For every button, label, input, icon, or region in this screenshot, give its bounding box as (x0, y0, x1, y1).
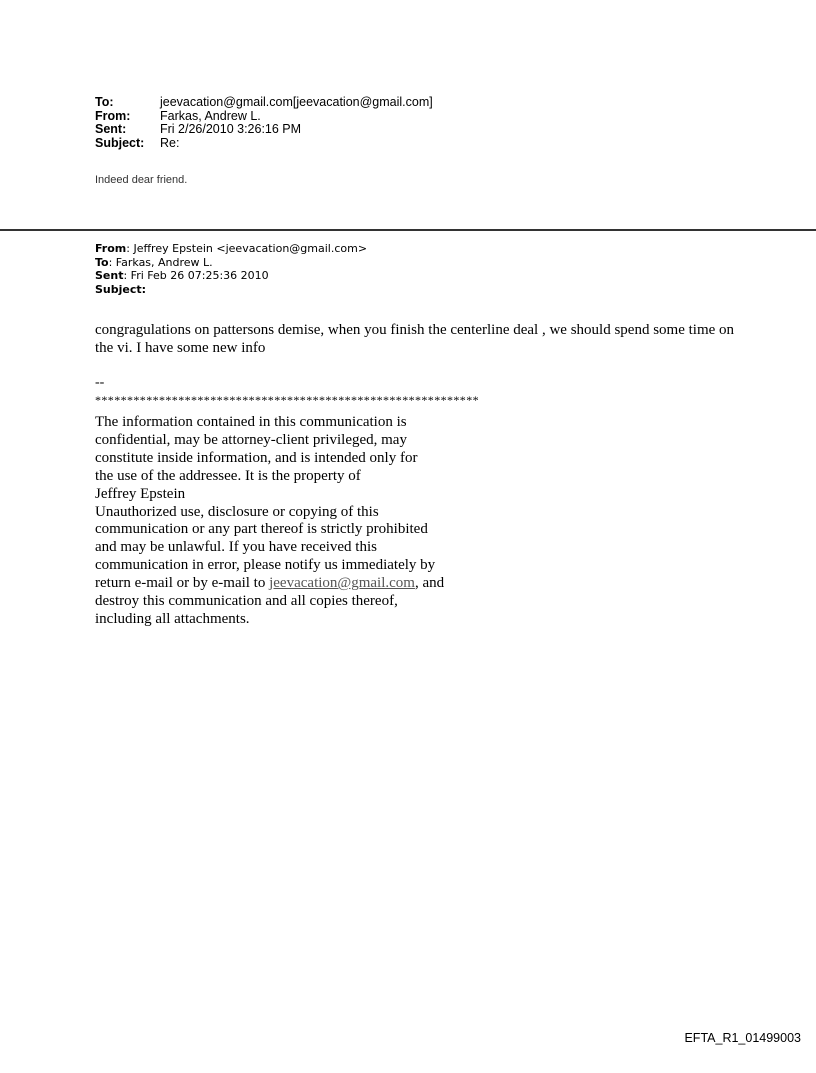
quoted-from-label: From (95, 242, 127, 255)
sent-row (95, 123, 433, 137)
quoted-to-value: : Farkas, Andrew L. (108, 255, 213, 269)
reply-body: Indeed dear friend. (95, 174, 188, 186)
quoted-body: congragulations on pattersons demise, when you finish the centerline deal , we should spend some time on the vi. I have some new info (95, 322, 735, 356)
subject-value: Re: (160, 135, 180, 150)
disclaimer-line: Unauthorized use, disclosure or copying of this (95, 503, 379, 520)
disclaimer-line: communication or any part thereof is strictly prohibited (95, 521, 428, 538)
quoted-sent-value: : Fri Feb 26 07:25:36 2010 (123, 269, 269, 282)
disclaimer-line: destroy this communication and all copies thereof, (95, 593, 398, 610)
from-value: Farkas, Andrew L. (160, 108, 261, 123)
sent-value: Fri 2/26/2010 3:26:16 PM (160, 122, 302, 136)
disclaimer-line-before-link: return e-mail or by e-mail to (95, 575, 270, 592)
quoted-from-row (95, 242, 367, 256)
disclaimer-line: communication in error, please notify us immediately by (95, 557, 436, 574)
quoted-subject-row (95, 283, 367, 297)
disclaimer-line: Jeffrey Epstein (95, 485, 186, 502)
document-id: EFTA_R1_01499003 (684, 1031, 801, 1045)
from-row (95, 110, 433, 124)
quoted-subject-label: Subject (95, 282, 142, 296)
disclaimer-line: the use of the addressee. It is the property of (95, 467, 361, 484)
quoted-subject-value: : (141, 282, 147, 296)
disclaimer-line: including all attachments. (95, 610, 250, 627)
quoted-header (95, 242, 367, 296)
to-value: jeevacation@gmail.com[jeevacation@gmail.com] (160, 95, 433, 109)
email-link[interactable]: jeevacation@gmail.com (269, 575, 415, 592)
email-header (95, 96, 433, 150)
disclaimer-line: and may be unlawful. If you have received this (95, 539, 377, 556)
disclaimer (95, 414, 475, 629)
disclaimer-line: constitute inside information, and is intended only for (95, 449, 418, 466)
signature-stars: ************************************************************ (95, 393, 479, 407)
to-row (95, 96, 433, 110)
subject-label: Subject: (95, 135, 145, 150)
disclaimer-line: The information contained in this communication is (95, 414, 407, 430)
from-label: From: (95, 108, 131, 123)
sent-label: Sent: (95, 122, 127, 136)
disclaimer-line-with-link (95, 575, 475, 593)
disclaimer-line: confidential, may be attorney-client privileged, may (95, 431, 407, 448)
message-divider (0, 229, 816, 231)
quoted-to-row (95, 256, 367, 270)
quoted-from-value: : Jeffrey Epstein <jeevacation@gmail.com> (126, 242, 368, 255)
signature-dash: -- (95, 375, 105, 390)
quoted-to-label: To (95, 255, 109, 269)
to-label: To: (95, 95, 114, 109)
disclaimer-line-after-link: , and (414, 575, 445, 592)
quoted-sent-row (95, 269, 367, 283)
quoted-sent-label: Sent (95, 269, 124, 282)
subject-row (95, 137, 433, 151)
